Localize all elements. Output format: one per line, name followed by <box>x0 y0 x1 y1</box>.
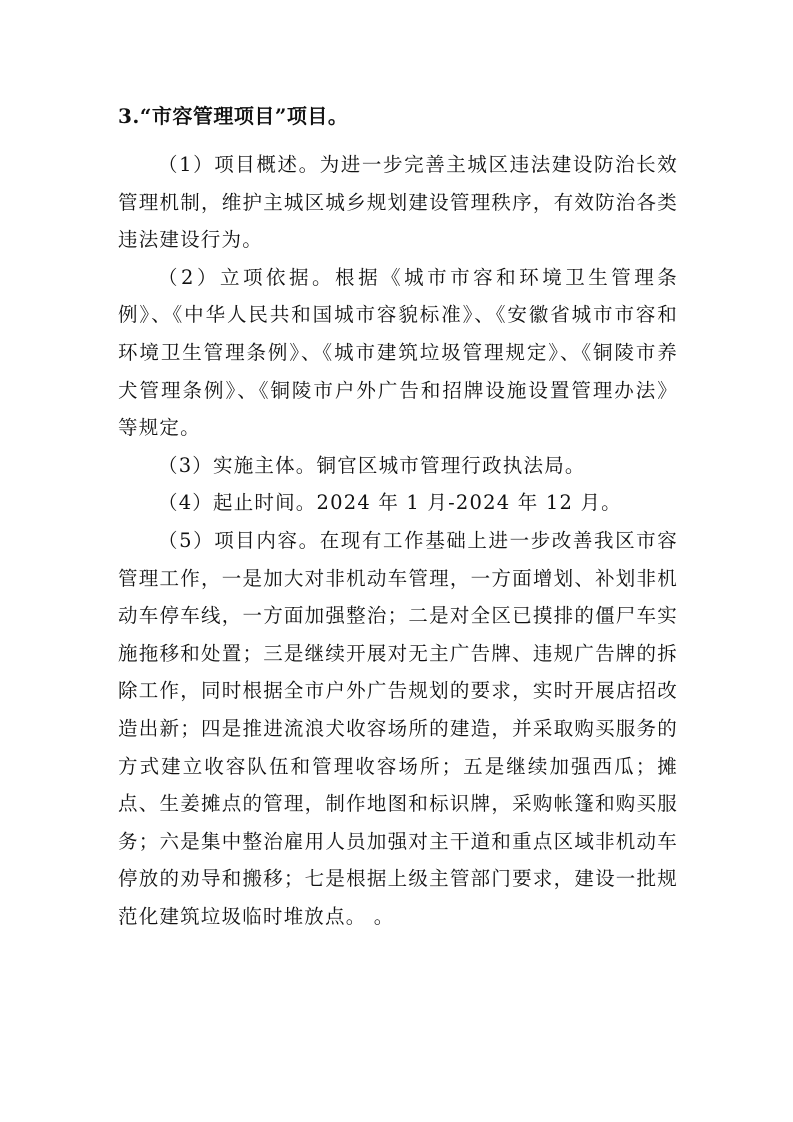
paragraph-overview: （1）项目概述。为进一步完善主城区违法建设防治长效管理机制，维护主城区城乡规划建设管理秩序，有效防治各类违法建设行为。 <box>118 153 678 252</box>
paragraph-basis: （2）立项依据。根据《城市市容和环境卫生管理条例》、《中华人民共和国城市容貌标准》、《安徽省城市市容和环境卫生管理条例》、《城市建筑垃圾管理规定》、《铜陵市养犬管理条例》、《铜陵市户外广告和招牌设施设置管理办法》等规定。 <box>118 265 678 440</box>
document-body <box>118 146 678 935</box>
paragraph-timeframe: （4）起止时间。2024 年 1 月-2024 年 12 月。 <box>158 491 622 515</box>
paragraph-content: （5）项目内容。在现有工作基础上进一步改善我区市容管理工作，一是加大对非机动车管理，一方面增划、补划非机动车停车线，一方面加强整治；二是对全区已摸排的僵尸车实施拖移和处置；三是继续开展对无主广告牌、违规广告牌的拆除工作，同时根据全市户外广告规划的要求，实时开展店招改造出新；四是推进流浪犬收容场所的建造，并采取购买服务的方式建立收容队伍和管理收容场所；五是继续加强西瓜；摊点、生姜摊点的管理，制作地图和标识牌，采购帐篷和购买服务；六是集中整治雇用人员加强对主干道和重点区域非机动车停放的劝导和搬移；七是根据上级主管部门要求，建设一批规范化建筑垃圾临时堆放点。 。 <box>118 528 678 928</box>
section-heading: 3.“市容管理项目”项目。 <box>118 104 349 128</box>
paragraph-subject: （3）实施主体。铜官区城市管理行政执法局。 <box>158 453 586 477</box>
